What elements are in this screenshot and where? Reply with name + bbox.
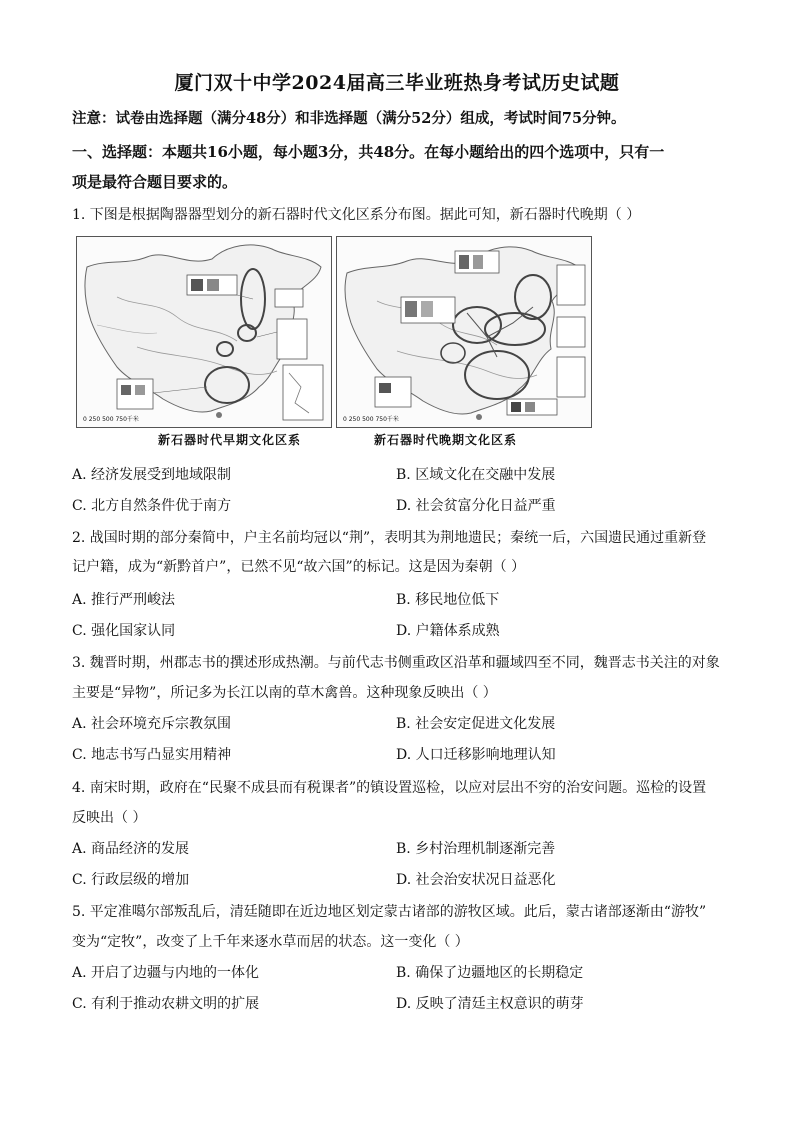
early-neolithic-map (76, 236, 332, 428)
question-1-stem: 1. 下图是根据陶器器型划分的新石器时代文化区系分布图。据此可知，新石器时代晚期（ ） (72, 207, 641, 223)
question-4-stem-line-1: 4. 南宋时期，政府在“民聚不成县而有税课者”的镇设置巡检，以应对层出不穷的治安问题。巡检的设置 (72, 780, 707, 796)
question-2-option-b: B. 移民地位低下 (396, 592, 500, 608)
question-5-option-d: D. 反映了清廷主权意识的萌芽 (396, 996, 584, 1012)
question-2-stem-line-2: 记户籍，成为“新黔首户”，已然不见“故六国”的标记。这是因为秦朝（ ） (72, 559, 526, 575)
question-5-stem-line-1: 5. 平定准噶尔部叛乱后，清廷随即在近边地区划定蒙古诸部的游牧区域。此后，蒙古诸部逐渐由“游牧” (72, 904, 707, 920)
question-5-stem-line-2: 变为“定牧”，改变了上千年来逐水草而居的状态。这一变化（ ） (72, 934, 469, 950)
question-2-option-a: A. 推行严刑峻法 (72, 592, 176, 608)
section-heading-line-1: 一、选择题：本题共16小题，每小题3分，共48分。在每小题给出的四个选项中，只有一 (72, 143, 665, 161)
question-5-option-b: B. 确保了边疆地区的长期稳定 (396, 965, 584, 981)
question-3-stem-line-2: 主要是“异物”，所记多为长江以南的草木禽兽。这种现象反映出（ ） (72, 685, 497, 701)
question-3-option-b: B. 社会安定促进文化发展 (396, 716, 556, 732)
late-map-drawing (337, 237, 591, 427)
early-map-drawing (77, 237, 331, 427)
question-1-option-b: B. 区域文化在交融中发展 (396, 467, 556, 483)
early-map-caption: 新石器时代早期文化区系 (158, 433, 302, 447)
question-3-option-d: D. 人口迁移影响地理认知 (396, 747, 556, 763)
question-1-option-c: C. 北方自然条件优于南方 (72, 498, 232, 514)
question-3-stem-line-1: 3. 魏晋时期，州郡志书的撰述形成热潮。与前代志书侧重政区沿革和疆域四至不同，魏晋志书关注的对象 (72, 655, 720, 671)
question-4-stem-line-2: 反映出（ ） (72, 810, 147, 826)
question-4-option-c: C. 行政层级的增加 (72, 872, 190, 888)
page-title: 厦门双十中学2024届高三毕业班热身考试历史试题 (174, 72, 620, 94)
question-1-option-a: A. 经济发展受到地域限制 (72, 467, 232, 483)
question-5-option-c: C. 有利于推动农耕文明的扩展 (72, 996, 260, 1012)
question-2-stem-line-1: 2. 战国时期的部分秦简中，户主名前均冠以“荆”，表明其为荆地遗民；秦统一后，六国遗民通过重新登 (72, 530, 707, 546)
question-4-option-d: D. 社会治安状况日益恶化 (396, 872, 556, 888)
late-neolithic-map (336, 236, 592, 428)
section-heading-line-2: 项是最符合题目要求的。 (72, 173, 238, 191)
late-map-caption: 新石器时代晚期文化区系 (374, 433, 518, 447)
late-map-scale: 0 250 500 750千米 (343, 416, 399, 423)
early-map-scale: 0 250 500 750千米 (83, 416, 139, 423)
question-5-option-a: A. 开启了边疆与内地的一体化 (72, 965, 260, 981)
neolithic-culture-maps (76, 236, 596, 430)
question-4-option-a: A. 商品经济的发展 (72, 841, 190, 857)
exam-notice: 注意：试卷由选择题（满分48分）和非选择题（满分52分）组成，考试时间75分钟。 (72, 110, 626, 127)
question-3-option-a: A. 社会环境充斥宗教氛围 (72, 716, 232, 732)
question-3-option-c: C. 地志书写凸显实用精神 (72, 747, 232, 763)
question-2-option-d: D. 户籍体系成熟 (396, 623, 500, 639)
question-2-option-c: C. 强化国家认同 (72, 623, 176, 639)
question-4-option-b: B. 乡村治理机制逐渐完善 (396, 841, 556, 857)
question-1-option-d: D. 社会贫富分化日益严重 (396, 498, 556, 514)
